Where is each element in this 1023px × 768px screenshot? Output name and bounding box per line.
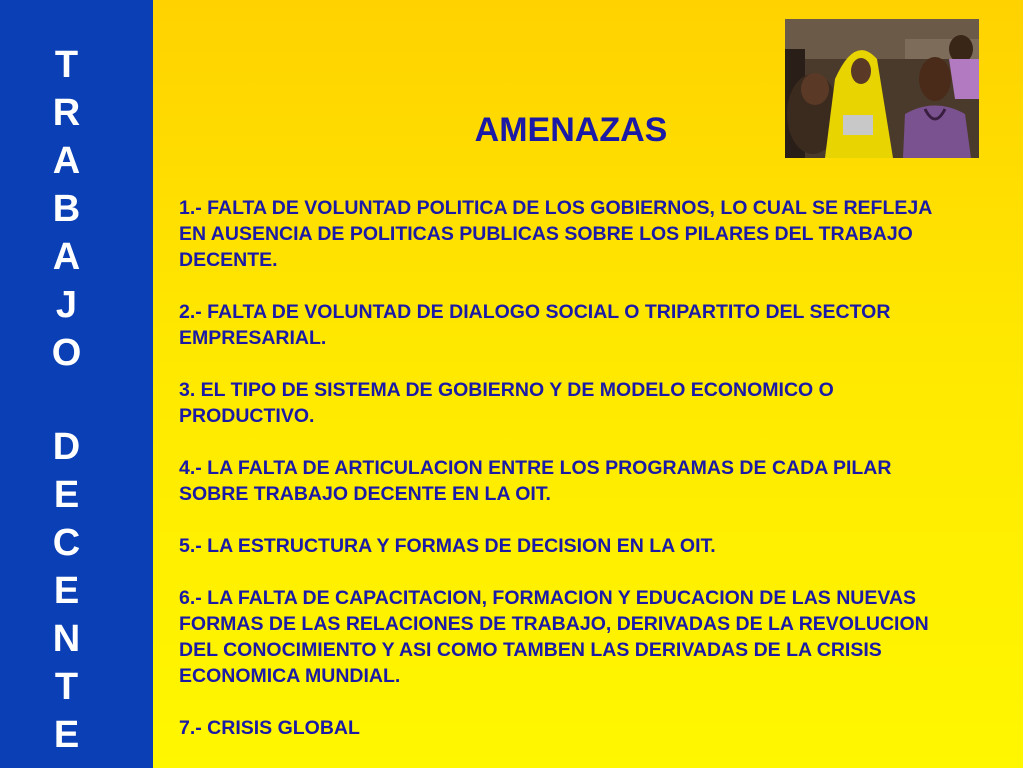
vertical-letter: C [52,522,81,564]
vertical-letter: O [51,332,82,374]
threat-line: ECONOMICA MUNDIAL. [179,665,401,687]
vertical-letter: J [55,284,78,326]
vertical-letter: A [52,236,81,278]
vertical-letter: T [54,666,79,708]
threat-item-2 [179,299,1019,351]
threat-item-7 [179,715,1019,741]
vertical-letter: E [53,714,80,756]
threat-line: FORMAS DE LAS RELACIONES DE TRABAJO, DERIVADAS DE LA REVOLUCION [179,613,929,635]
photo-illustration [785,19,979,158]
threat-line: PRODUCTIVO. [179,405,315,427]
vertical-letter: E [53,570,80,612]
threat-item-1 [179,195,1019,273]
threat-line: 2.- FALTA DE VOLUNTAD DE DIALOGO SOCIAL O TRIPARTITO DEL SECTOR [179,301,891,323]
threat-line: 6.- LA FALTA DE CAPACITACION, FORMACION Y EDUCACION DE LAS NUEVAS [179,587,917,609]
vertical-letter: D [52,426,81,468]
vertical-letter: T [54,44,79,86]
threat-line: 7.- CRISIS GLOBAL [179,717,360,739]
threat-item-5 [179,533,1019,559]
vertical-letter: E [53,474,80,516]
vertical-letter: B [52,188,81,230]
threat-line: 1.- FALTA DE VOLUNTAD POLITICA DE LOS GOBIERNOS, LO CUAL SE REFLEJA [179,197,933,219]
threat-line: EN AUSENCIA DE POLITICAS PUBLICAS SOBRE LOS PILARES DEL TRABAJO [179,223,913,245]
threat-line: 3. EL TIPO DE SISTEMA DE GOBIERNO Y DE MODELO ECONOMICO O [179,379,834,401]
vertical-letter: R [52,92,81,134]
slide-title: AMENAZAS [474,111,668,149]
threat-item-6 [179,585,1019,689]
threat-line: DECENTE. [179,249,278,271]
threat-line: 4.- LA FALTA DE ARTICULACION ENTRE LOS PROGRAMAS DE CADA PILAR [179,457,892,479]
women-group-photo [785,19,979,158]
vertical-title-sidebar [0,0,153,768]
threat-line: EMPRESARIAL. [179,327,327,349]
threat-line: 5.- LA ESTRUCTURA Y FORMAS DE DECISION EN LA OIT. [179,535,716,557]
vertical-letter: A [52,140,81,182]
threat-line: DEL CONOCIMIENTO Y ASI COMO TAMBEN LAS DERIVADAS DE LA CRISIS [179,639,882,661]
threat-item-4 [179,455,1019,507]
vertical-letter: N [52,618,81,660]
threat-line: SOBRE TRABAJO DECENTE EN LA OIT. [179,483,551,505]
threat-item-3 [179,377,1019,429]
